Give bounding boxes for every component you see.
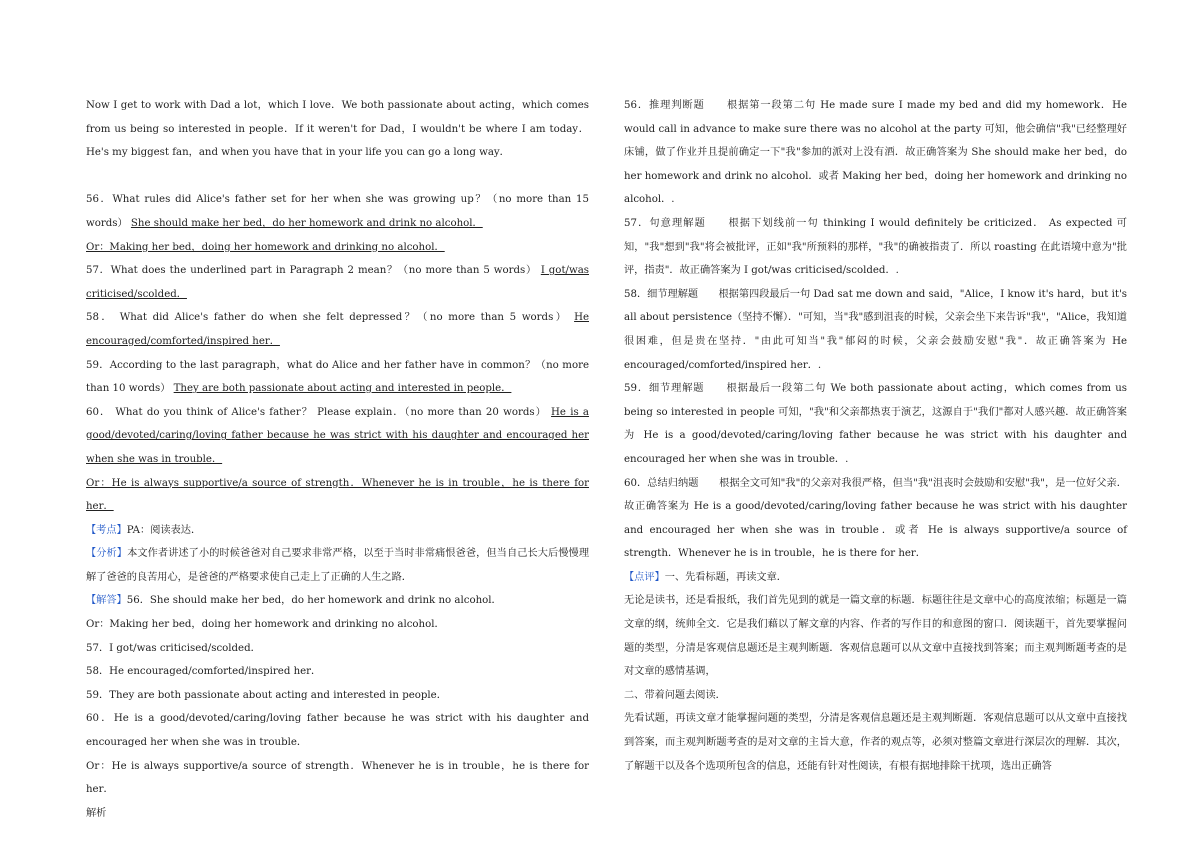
spacer xyxy=(86,165,589,189)
question-57 xyxy=(86,259,589,306)
question-text: 58． What did Alice's father do when she felt depressed？（no more than 5 words） xyxy=(86,312,569,324)
explanation-59: 59．细节理解题 根据最后一段第二句 We both passionate about acting，which comes from us being so interested in people 可知，"我"和父亲都热衷于演艺，这源自于"我们"都对人感兴趣．故正确答案为 He is a good/devoted/caring/loving father because he was strict with his daughter and encouraged her when she was in trouble．. xyxy=(624,383,1127,465)
answer-text: He is a good/devoted/caring/loving father because he was strict with his daughter and encouraged her when she was in trouble． xyxy=(86,406,589,465)
question-60-alt-answer: Or：He is always supportive/a source of strength．Whenever he is in trouble，he is there for her． xyxy=(86,477,589,513)
dianping-paragraph-2: 先看试题，再读文章才能掌握问题的类型，分清是客观信息题还是主观判断题．客观信息题可以从文章中直接找到答案，而主观判断题考查的是对文章的主旨大意，作者的观点等，必须对整篇文章进行深层次的理解．其次，了解题干以及各个选项所包含的信息，还能有针对性阅读，有根有据地排除干扰项，选出正确答 xyxy=(624,713,1127,772)
question-text: 56．What rules did Alice's father set for her when she was growing up？（no more than 15 words） xyxy=(86,194,589,229)
dianping-paragraph-1: 无论是读书，还是看报纸，我们首先见到的就是一篇文章的标题．标题往往是文章中心的高度浓缩；标题是一篇文章的纲，统帅全文．它是我们藉以了解文章的内容、作者的写作目的和意图的窗口．阅读题干，首先要掌握问题的类型，分清是客观信息题还是主观判断题．客观信息题可以从文章中直接找到答案；而主观判断题考查的是对文章的感情基调， xyxy=(624,595,1127,678)
left-column xyxy=(86,94,589,825)
answer-56: 56．She should make her bed，do her homework and drink no alcohol． xyxy=(126,595,502,607)
answer-59: 59．They are both passionate about acting and interested in people． xyxy=(86,689,447,701)
question-text: 57．What does the underlined part in Paragraph 2 mean？（no more than 5 words） xyxy=(86,265,537,277)
answer-60-alt: Or：He is always supportive/a source of strength．Whenever he is in trouble，he is there for her． xyxy=(86,760,589,796)
kaodian-section xyxy=(86,519,589,543)
kaodian-label: 【考点】 xyxy=(86,524,127,536)
dianping-section xyxy=(624,566,1127,590)
question-59 xyxy=(86,354,589,401)
answer-text: He encouraged/comforted/inspired her． xyxy=(86,312,589,347)
question-56-alt-answer: Or：Making her bed，doing her homework and drinking no alcohol． xyxy=(86,241,445,253)
question-58 xyxy=(86,306,589,353)
jieda-label: 【解答】 xyxy=(86,595,127,607)
jiexi-heading: 解析 xyxy=(86,807,107,819)
question-60 xyxy=(86,401,589,472)
explanation-60: 60．总结归纳题 根据全文可知"我"的父亲对我很严格，但当"我"沮丧时会鼓励和安慰"我"，是一位好父亲．故正确答案为 He is a good/devoted/caring/loving father because he was strict with his daughter and encouraged her when she was in trouble．或者 He is always supportive/a source of strength．Whenever he is in trouble，he is there for her． xyxy=(624,477,1127,560)
answer-60: 60．He is a good/devoted/caring/loving father because he was strict with his daughter and encouraged her when she was in trouble． xyxy=(86,713,589,749)
answer-text: I got/was criticised/scolded． xyxy=(86,265,589,300)
explanation-56: 56．推理判断题 根据第一段第二句 He made sure I made my bed and did my homework．He would call in advance to make sure there was no alcohol at the party 可知，他会确信"我"已经整理好床铺，做了作业并且提前确定一下"我"参加的派对上没有酒．故正确答案为 She should make her bed，do her homework and drink no alcohol．或者 Making her bed，doing her homework and drinking no alcohol．. xyxy=(624,100,1127,206)
dianping-heading-2: 二、带着问题去阅读． xyxy=(624,689,726,701)
dianping-heading: 一、先看标题，再读文章． xyxy=(664,571,787,583)
jieda-section xyxy=(86,589,589,613)
question-text: 59．According to the last paragraph，what do Alice and her father have in common？（no more than 10 words） xyxy=(86,359,589,395)
explanation-58: 58．细节理解题 根据第四段最后一句 Dad sat me down and said，"Alice，I know it's hard，but it's all about persistence（坚持不懈）．"可知，当"我"感到沮丧的时候，父亲会坐下来告诉"我"，"Alice，我知道很困难，但是贵在坚持．"由此可知当"我"郁闷的时候，父亲会鼓励安慰"我"．故正确答案为 He encouraged/comforted/inspired her．. xyxy=(624,288,1127,371)
fenxi-label: 【分析】 xyxy=(86,548,128,560)
answer-text: She should make her bed，do her homework and drink no alcohol． xyxy=(130,217,483,229)
answer-56-alt: Or：Making her bed，doing her homework and drinking no alcohol． xyxy=(86,619,445,631)
answer-58: 58．He encouraged/comforted/inspired her． xyxy=(86,666,322,678)
kaodian-text: PA：阅读表达． xyxy=(126,524,202,536)
fenxi-text: 本文作者讲述了小的时候爸爸对自己要求非常严格，以至于当时非常痛恨爸爸，但当自己长大后慢慢理解了爸爸的良苦用心，是爸爸的严格要求使自己走上了正确的人生之路． xyxy=(86,548,590,583)
right-column xyxy=(624,94,1127,778)
passage-excerpt: Now I get to work with Dad a lot，which I love．We both passionate about acting，which comes from us being so interested in people．If it weren't for Dad，I wouldn't be where I am today．He's my biggest fan，and when you have that in your life you can go a long way． xyxy=(86,100,589,159)
answer-57: 57．I got/was criticised/scolded． xyxy=(86,642,261,654)
answer-text: They are both passionate about acting and interested in people． xyxy=(173,383,512,395)
explanation-57: 57．句意理解题 根据下划线前一句 thinking I would definitely be criticized． As expected 可知，"我"想到"我"将会被批评，正如"我"所预料的那样，"我"的确被指责了．所以 roasting 在此语境中意为"批评，指责"．故正确答案为 I got/was criticised/scolded．. xyxy=(624,217,1127,277)
question-56 xyxy=(86,188,589,235)
dianping-label: 【点评】 xyxy=(624,571,665,583)
fenxi-section xyxy=(86,542,589,589)
question-text: 60． What do you think of Alice's father？ Please explain．（no more than 20 words） xyxy=(86,406,547,418)
